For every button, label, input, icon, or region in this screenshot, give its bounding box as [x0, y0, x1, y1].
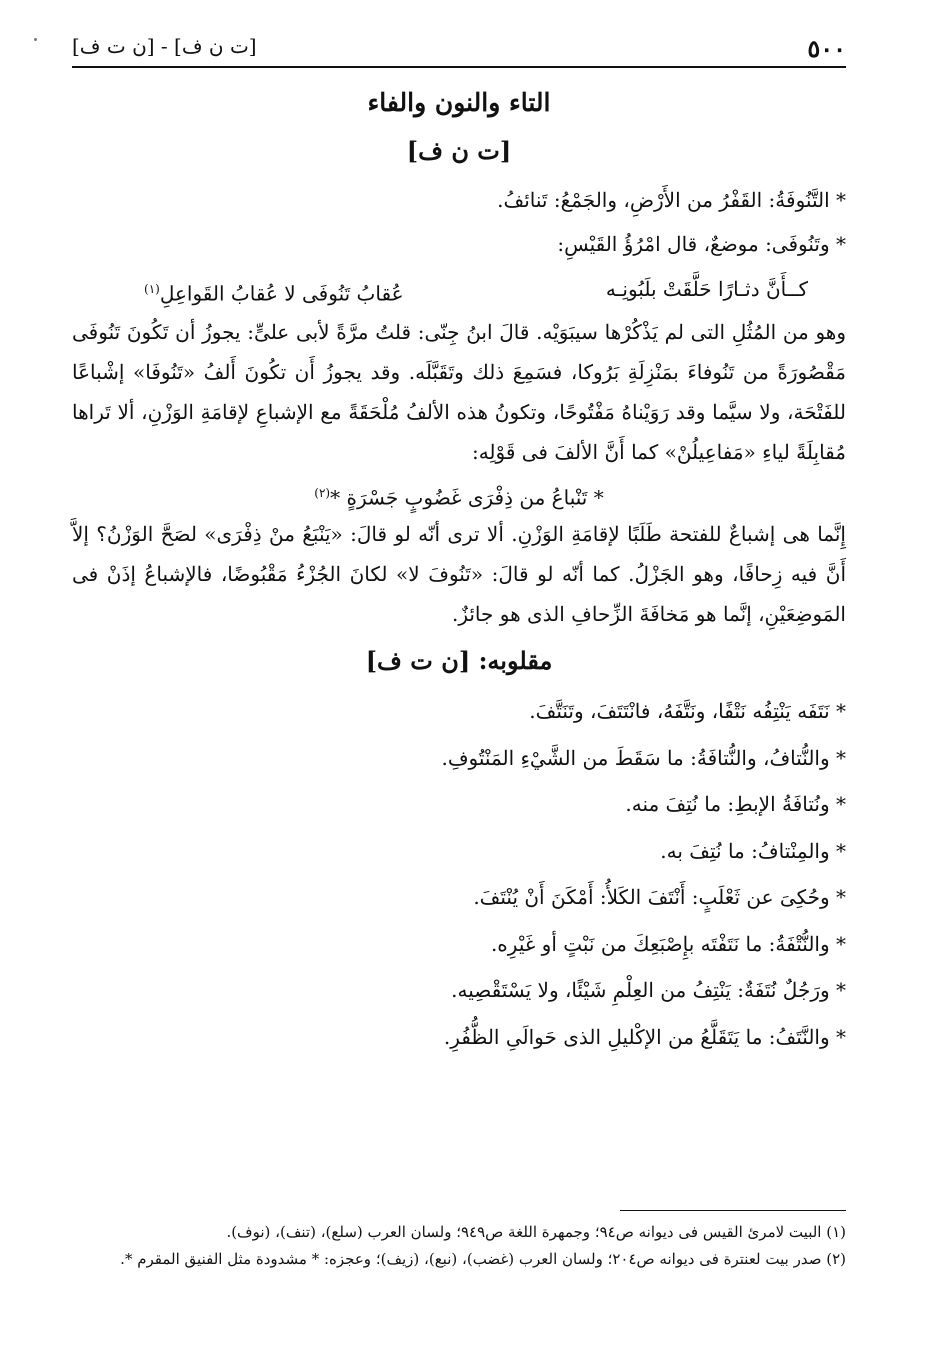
entry-thalab: * وحُكِىَ عن ثَعْلَبٍ: أَنْتَفَ الكَلأُ: أَمْكَنَ أَنْ يُنْتَفَ.	[473, 885, 846, 909]
scan-speck	[34, 38, 37, 41]
entry-list-ntf	[72, 688, 846, 1060]
entry-tanufa: * التَّنُوفَةُ: القَفْرُ من الأَرْضِ، والجَمْعُ: تَنائفُ.	[497, 188, 846, 212]
verse-second-text: عُقابُ تَنُوفَى لا عُقابُ القَواعِلِ	[159, 281, 404, 306]
footnote-2: (٢) صدر بيت لعنترة فى ديوانه ص٢٠٤؛ ولسان العرب (غضب)، (نبع)، (زيف)؛ وعجزه: * مشدودة مثل الفنيق المقرم *.	[120, 1250, 846, 1268]
verse-first-hemistich: كــأَنَّ دثـارًا حَلَّقَتْ بلَبُونِـه	[605, 277, 808, 301]
entry-rajul-nutafa: * ورَجُلٌ نُتَفَةٌ: يَنْتِفُ من العِلْمِ شَيْئًا، ولا يَسْتَقْصِيه.	[451, 978, 846, 1002]
sub-heading-maqlub: مقلوبه: [ن ت ف]	[365, 646, 553, 675]
root-range: [ت ن ف] - [ن ت ف]	[72, 34, 257, 58]
footnotes	[72, 1210, 846, 1273]
entry-natafa: * نَتَفَه يَنْتِفُه نَتْفًا، ونَتَّفَهُ، فانْتَتَفَ، وتَنَتَّفَ.	[529, 699, 846, 723]
entry-nutafat-ibt: * ونُتافَةُ الإبطِ: ما نُتِفَ منه.	[625, 792, 846, 816]
entry-nutaf: * والنُّتافُ، والنُّتافَةُ: ما سَقَطَ من الشَّيْءِ المَنْتُوفِ.	[441, 745, 846, 770]
entry-nataf: * والنَّتَفُ: ما يَتَقَلَّعُ من الإكْليلِ الذى حَوالَىِ الظُّفُرِ.	[443, 1024, 846, 1049]
entry-tanufa-place: * وتَنُوفَى: موضعٌ، قال امْرُؤُ القَيْسِ:	[557, 232, 846, 256]
page-number: ٥٠٠	[807, 34, 846, 63]
footnote-1: (١) البيت لامرئ القيس فى ديوانه ص٩٤؛ وجمهرة اللغة ص٩٤٩؛ ولسان العرب (سلع)، (تنف)، (نوف).	[226, 1223, 846, 1241]
entry-mintaf: * والمِنْتافُ: ما نُتِفَ به.	[660, 838, 846, 863]
section-title: التاء والنون والفاء	[367, 88, 551, 117]
paragraph-ishba: إِنَّما هى إشباعٌ للفتحة طَلَبًا لإقامَةِ الوَزْنِ. ألا ترى أنّه لو قالَ: «يَنْبَعُ منْ ذِفْرَى» لصَحَّ الوَزْنُ؟ إلاَّ أَنَّ فيه زِحافًا، وهو الجَزْلُ. كما أنّه لو قالَ: «تَنُوفَ لا» لكانَ الجُزْءُ مَقْبُوضًا، فالإشباعُ إذَنْ فى المَوضِعَيْنِ، إنَّما هو مَخافَةَ الزِّحافِ الذى هو جائزٌ.	[72, 522, 846, 626]
verse	[72, 266, 846, 312]
half-verse	[72, 472, 846, 514]
footnote-rule	[620, 1210, 846, 1211]
entry-nutfa: * والنُّتْفَةُ: ما نَتَفْتَه بإِصْبَعِكَ من نَبْتٍ أو غَيْرِه.	[490, 931, 846, 956]
verse-second-hemistich	[144, 266, 404, 312]
footnote-ref-2: (٢)	[314, 486, 331, 500]
body-text	[72, 88, 846, 1060]
half-verse-text: * تَنْباعُ من ذِفْرَى غَضُوبٍ جَسْرَةٍ *	[330, 485, 604, 510]
paragraph-ibn-jinni: وهو من المُثُلِ التى لم يَذْكُرْها سيبَوَيْه. قالَ ابنُ جِنّى: قلتُ مرَّةً لأبى علىٍّ: يجوزُ أن تَكُونَ تَنُوفَى مَقْصُورَةً من تَنُوفاءَ بمَنْزِلَةِ بَرُوكا، فسَمِعَ ذلك وتَقَبَّلَه. وقد يجوزُ أَن تكُونَ أَلفُ «تَنُوفَا» إشْباعًا للفَتْحَة، ولا سيَّما وقد رَوَيْناهُ مَفْتُوحًا، وتكونُ هذه الألفُ مُلْحَقَةً مع الإشباعِ لإقامَةِ الوَزْنِ، ألا تَراها مُقابِلَةً لياءِ «مَفاعِيلُنْ» كما أَنَّ الألفَ فى قَوْلِه:	[72, 320, 846, 464]
footnote-ref-1: (١)	[144, 282, 160, 296]
running-head	[72, 32, 846, 68]
root-heading: [ت ن ف]	[406, 136, 512, 165]
